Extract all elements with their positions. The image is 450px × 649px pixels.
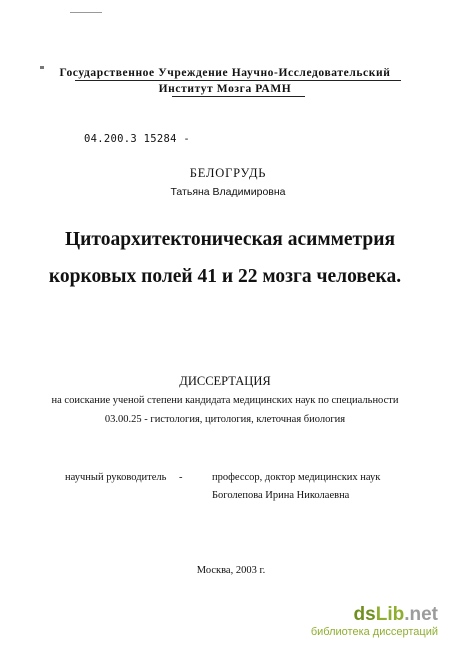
supervisor-label: научный руководитель	[65, 472, 167, 483]
supervisor-dash: -	[179, 472, 183, 483]
dslib-watermark	[288, 605, 438, 639]
author-surname: БЕЛОГРУДЬ	[189, 166, 267, 180]
institution-name-line-1: Государственное Учреждение Научно-Исследовательский	[59, 67, 391, 79]
dslib-logo	[288, 605, 438, 625]
supervisor-name: Боголепова Ирина Николаевна	[212, 490, 350, 501]
registration-stamp: 04.200.3 15284 -	[84, 133, 190, 145]
institution-name-line-2: Институт Мозга РАМН	[158, 83, 292, 95]
watermark-subtitle: библиотека диссертаций	[310, 626, 438, 638]
author-given-names: Татьяна Владимировна	[170, 186, 286, 198]
institution-underline-1	[75, 80, 401, 81]
dissertation-title-line-2: корковых полей 41 и 22 мозга человека.	[48, 266, 402, 287]
city-year: Москва, 2003 г.	[196, 565, 266, 576]
document-type: ДИССЕРТАЦИЯ	[179, 374, 271, 388]
degree-line: на соискание ученой степени кандидата медицинских наук по специальности	[51, 395, 399, 406]
logo-part-net: .net	[404, 604, 438, 625]
logo-part-lib: Lib	[375, 604, 405, 625]
dissertation-title-line-1: Цитоархитектоническая асимметрия	[64, 229, 396, 250]
institution-underline-2	[172, 96, 305, 97]
supervisor-title: профессор, доктор медицинских наук	[212, 472, 381, 483]
specialty-line: 03.00.25 - гистология, цитология, клеточная биология	[104, 414, 346, 425]
logo-part-ds: ds	[353, 604, 376, 625]
scan-speck	[70, 12, 102, 13]
